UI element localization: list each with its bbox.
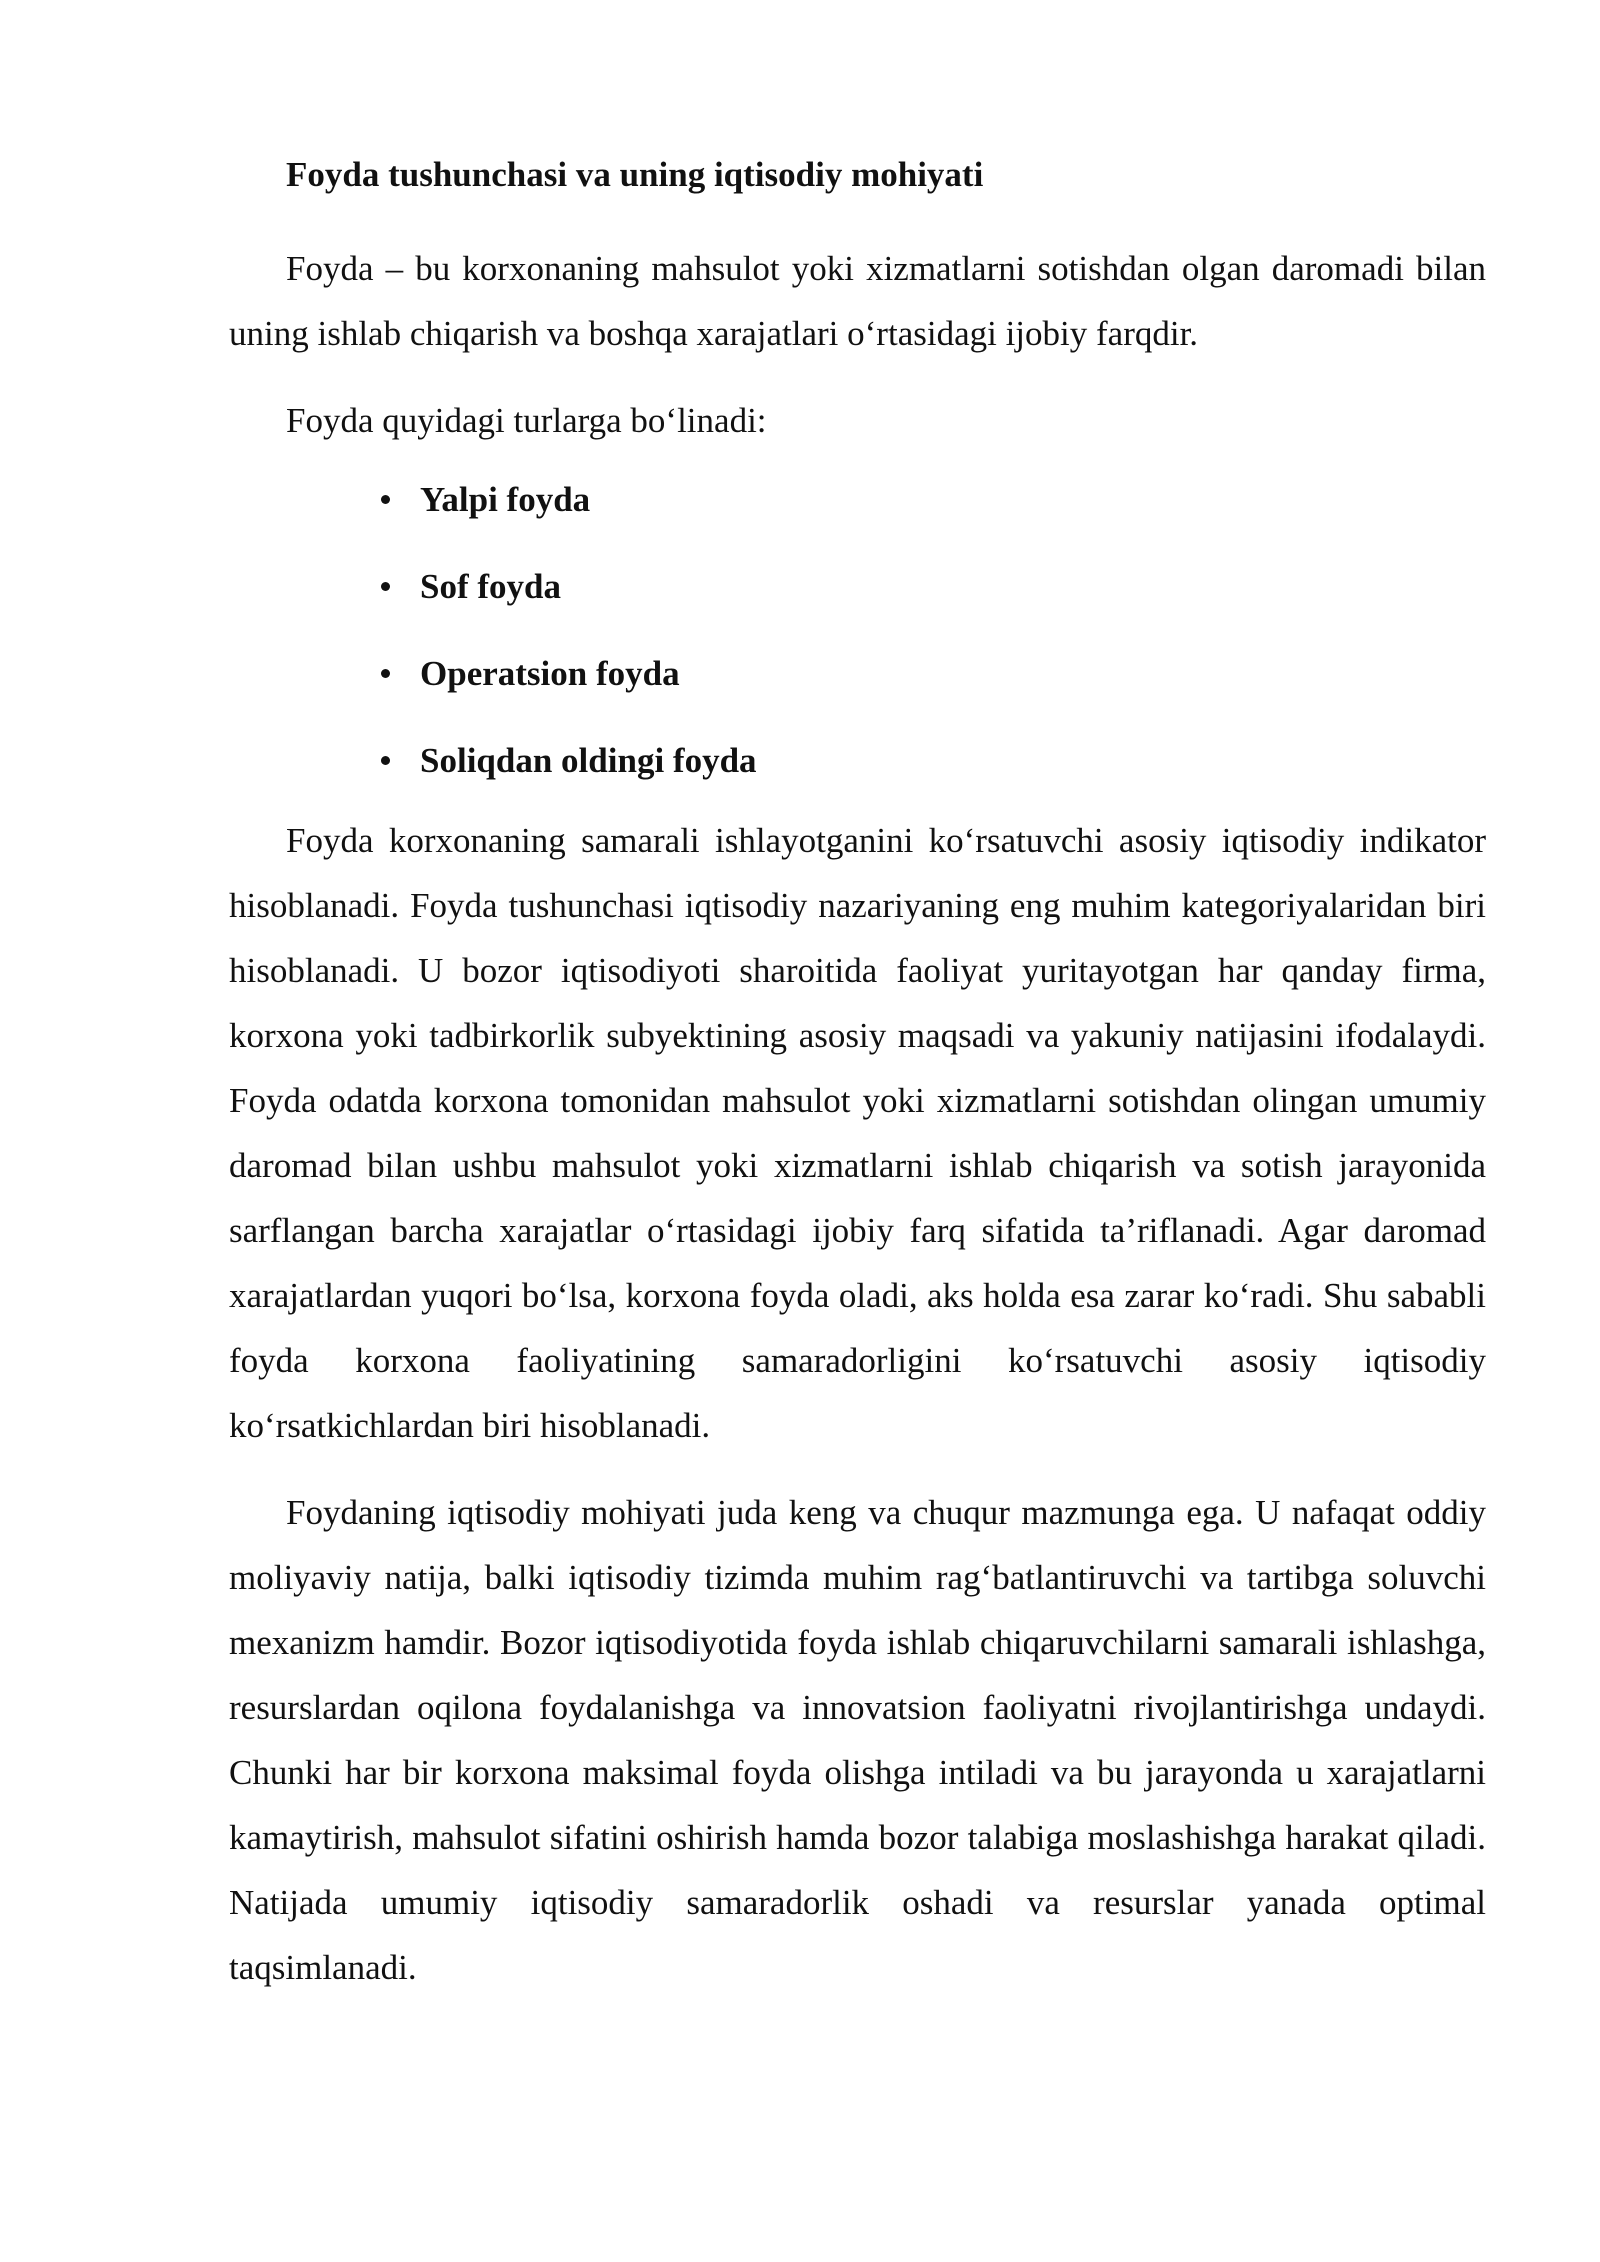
body-paragraph-1: Foyda korxonaning samarali ishlayotganini ko‘rsatuvchi asosiy iqtisodiy indikator hisoblanadi. Foyda tushunchasi iqtisodiy nazariyaning eng muhim kategoriyalaridan biri hisoblanadi. U bozor iqtisodiyoti sharoitida faoliyat yuritayotgan har qanday firma, korxona yoki tadbirkorlik subyektining asosiy maqsadi va yakuniy natijasini ifodalaydi. Foyda odatda korxona tomonidan mahsulot yoki xizmatlarni sotishdan olingan umumiy daromad bilan ushbu mahsulot yoki xizmatlarni ishlab chiqarish va sotish jarayonida sarflangan barcha xarajatlar o‘rtasidagi ijobiy farq sifatida ta’riflanadi. Agar daromad xarajatlardan yuqori bo‘lsa, korxona foyda oladi, aks holda esa zarar ko‘radi. Shu sababli foyda korxona faoliyatining samaradorligini ko‘rsatuvchi asosiy iqtisodiy ko‘rsatkichlardan biri hisoblanadi. [229,821,1486,1445]
bullet-icon [381,495,390,504]
list-item-label: Sof foyda [420,567,561,606]
list-item [229,736,1486,786]
body-paragraph-2: Foydaning iqtisodiy mohiyati juda keng va chuqur mazmunga ega. U nafaqat oddiy moliyaviy natija, balki iqtisodiy tizimda muhim rag‘batlantiruvchi va tartibga soluvchi mexanizm hamdir. Bozor iqtisodiyotida foyda ishlab chiqaruvchilarni samarali ishlashga, resurslardan oqilona foydalanishga va innovatsion faoliyatni rivojlantirishga undaydi. Chunki har bir korxona maksimal foyda olishga intiladi va bu jarayonda u xarajatlarni kamaytirish, mahsulot sifatini oshirish hamda bozor talabiga moslashishga harakat qiladi. Natijada umumiy iqtisodiy samaradorlik oshadi va resurslar yanada optimal taqsimlanadi. [229,1493,1486,1987]
bullet-icon [381,582,390,591]
list-item [229,649,1486,699]
list-item-label: Operatsion foyda [420,654,680,693]
types-intro-paragraph: Foyda quyidagi turlarga bo‘linadi: [286,401,767,440]
list-item [229,562,1486,612]
bullet-icon [381,756,390,765]
definition-paragraph: Foyda – bu korxonaning mahsulot yoki xizmatlarni sotishdan olgan daromadi bilan uning ishlab chiqarish va boshqa xarajatlari o‘rtasidagi ijobiy farqdir. [229,249,1486,353]
section-heading: Foyda tushunchasi va uning iqtisodiy mohiyati [286,155,984,194]
list-item-label: Yalpi foyda [420,480,591,519]
list-item [229,475,1486,525]
document-body [229,150,1486,2022]
bullet-icon [381,669,390,678]
list-item-label: Soliqdan oldingi foyda [420,741,757,780]
profit-types-list [229,475,1486,786]
